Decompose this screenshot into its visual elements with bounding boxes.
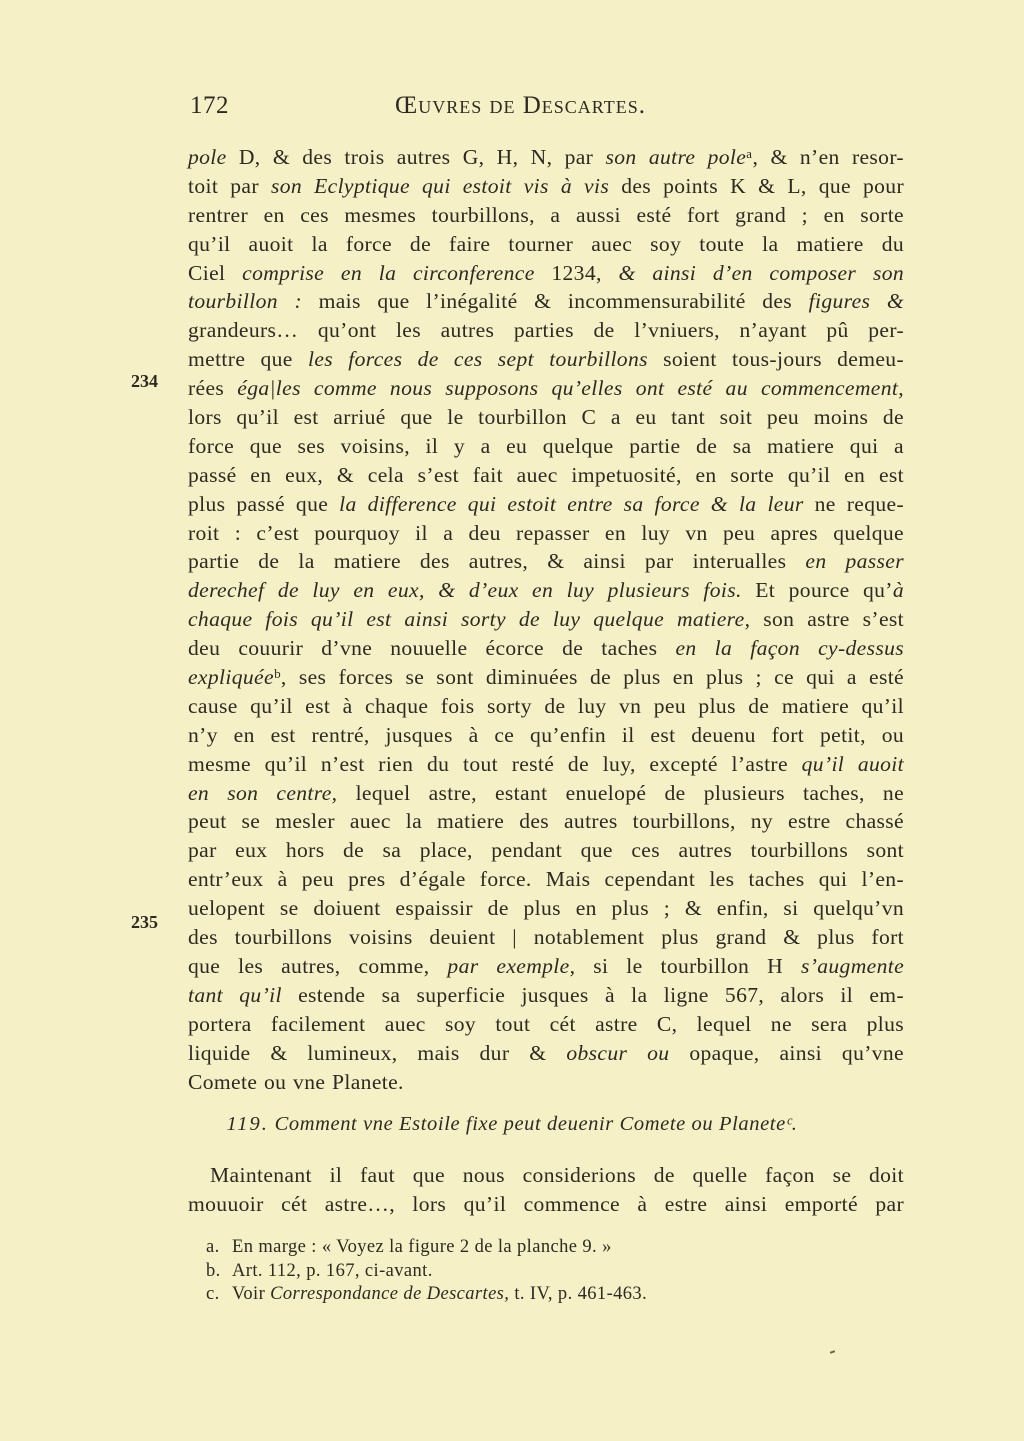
text-run: n’y en est rentré, jusques à ce qu’enfin il est deuenu fort petit, ou	[188, 722, 904, 747]
text-line	[188, 779, 904, 808]
text-line	[188, 836, 904, 865]
footnote-text: En marge : « Voyez la figure 2 de la planche 9. »	[232, 1237, 612, 1257]
italic-run: en la façon cy-dessus	[675, 636, 904, 661]
text-run: par eux hors de sa place, pendant que ces autres tourbillons sont	[188, 838, 904, 863]
text-line	[188, 490, 904, 519]
italic-run: expliquée	[188, 665, 274, 690]
paragraph-line: mouuoir cét astre…, lors qu’il commence à estre ainsi emporté par	[188, 1191, 904, 1216]
text-run: des points K & L, que pour	[609, 173, 904, 198]
text-run: grandeurs… qu’ont les autres parties de l’vniuers, n’ayant pû per-	[188, 318, 904, 343]
text-run: opaque, ainsi qu’vne	[669, 1040, 904, 1065]
text-run: mettre que	[188, 347, 308, 372]
text-run: deu couurir d’vne nouuelle écorce de taches	[188, 636, 676, 661]
italic-run: derechef de luy en eux, & d’eux en luy plusieurs fois.	[188, 578, 742, 603]
text-line	[188, 692, 904, 721]
margin-page-ref: 234	[131, 371, 158, 391]
section-title: Comment vne Estoile fixe peut deuenir Comete ou Planete	[274, 1113, 786, 1135]
text-line	[188, 923, 904, 952]
italic-run: par exemple,	[447, 953, 576, 978]
text-run: estende sa superficie jusques à la ligne 567, alors il em-	[281, 982, 904, 1007]
margin-page-ref: 235	[131, 912, 158, 932]
footnote-label: b.	[206, 1260, 221, 1281]
section-note-ref: ᶜ.	[785, 1113, 798, 1135]
italic-run: & ainsi d’en composer son	[618, 260, 904, 285]
text-run: lequel astre, estant enuelopé de plusieurs taches, ne	[337, 780, 904, 805]
text-run: plus passé que	[188, 491, 340, 516]
italic-run: pole	[188, 145, 227, 169]
italic-run: qu’il auoit	[801, 751, 905, 776]
text-run: que les autres, comme,	[188, 953, 448, 978]
italic-run: tant qu’il	[188, 982, 282, 1007]
footnote-text: t. IV, p. 461-463.	[509, 1284, 648, 1304]
text-line	[188, 403, 904, 432]
text-run: mesme qu’il n’est rien du tout resté de luy, excepté l’astre	[188, 751, 802, 776]
text-run: lors qu’il est arriué que le tourbillon C a eu tant soit peu moins de	[188, 405, 904, 430]
text-line	[188, 952, 904, 981]
text-line	[188, 750, 904, 779]
text-run: 1234,	[534, 260, 619, 285]
text-line	[188, 316, 904, 345]
italic-run: obscur ou	[566, 1040, 670, 1065]
running-title: Œuvres de Descartes.	[395, 92, 646, 119]
text-line	[188, 721, 904, 750]
section-heading	[0, 1113, 1024, 1136]
text-run: roit : c’est pourquoy il a deu repasser en luy vn peu apres quelque	[188, 520, 904, 545]
text-line	[188, 1068, 904, 1097]
text-run: portera facilement auec soy tout cét astre C, lequel ne sera plus	[188, 1011, 904, 1036]
text-line	[188, 865, 904, 894]
text-run: liquide & lumineux, mais dur &	[188, 1040, 567, 1065]
text-line	[188, 634, 904, 663]
text-line	[188, 345, 904, 374]
text-line	[188, 143, 904, 172]
footnote-text: Art. 112, p. 167, ci-avant.	[232, 1260, 433, 1281]
italic-run: à	[892, 578, 905, 603]
text-line	[188, 519, 904, 548]
text-run: partie de la matiere des autres, & ainsi par interualles	[188, 549, 806, 574]
text-line	[188, 172, 904, 201]
italic-run: son autre pole	[605, 145, 747, 169]
text-run: passé en eux, & cela s’est fait auec impetuosité, en sorte qu’il en est	[188, 462, 904, 487]
text-run: rées	[188, 376, 238, 401]
text-run: entr’eux à peu pres d’égale force. Mais cependant les taches qui l’en-	[188, 867, 904, 892]
paper-speck	[830, 1350, 835, 1354]
text-run: son astre s’est	[750, 607, 904, 632]
text-line	[188, 461, 904, 490]
footnote-text: Correspondance de Descartes,	[270, 1284, 510, 1304]
text-run: ne reque-	[803, 491, 904, 516]
italic-run: la difference qui estoit entre sa force & la leur	[339, 491, 804, 516]
text-line	[188, 374, 904, 403]
text-run: qu’il auoit la force de faire tourner auec soy toute la matiere du	[188, 231, 904, 256]
italic-run: son Eclyptique qui estoit vis à vis	[270, 173, 610, 198]
text-run: Comete ou vne Planete.	[188, 1069, 404, 1094]
text-run: force que ses voisins, il y a eu quelque partie de sa matiere qui a	[188, 433, 904, 458]
italic-run: tourbillon :	[188, 289, 303, 314]
text-run: cause qu’il est à chaque fois sorty de luy vn peu plus de matiere qu’il	[188, 693, 904, 718]
text-run: Et pource qu’	[741, 578, 893, 603]
text-line	[188, 432, 904, 461]
text-run: Ciel	[188, 260, 243, 285]
text-run: si le tourbillon H	[575, 953, 801, 978]
paragraph-line: Maintenant il faut que nous considerions de quelle façon se doit	[210, 1163, 904, 1187]
text-line	[188, 807, 904, 836]
footnote	[206, 1283, 906, 1307]
text-line	[188, 547, 904, 576]
text-line	[188, 605, 904, 634]
text-line	[188, 894, 904, 923]
italic-run: figures &	[808, 289, 904, 314]
text-line	[188, 663, 904, 692]
footnote-label: a.	[206, 1237, 220, 1257]
italic-run: en son centre,	[188, 780, 338, 805]
text-run: toit par	[188, 173, 271, 198]
italic-run: comprise en la circonference	[242, 260, 535, 285]
text-line	[188, 230, 904, 259]
text-line	[188, 259, 904, 288]
page-number: 172	[190, 92, 229, 119]
footnote-text: Voir	[232, 1284, 271, 1304]
italic-run: chaque fois qu’il est ainsi sorty de luy quelque matiere,	[188, 607, 751, 632]
footnote	[206, 1260, 906, 1284]
text-run: rentrer en ces mesmes tourbillons, a aussi esté fort grand ; en sorte	[188, 202, 904, 227]
text-run: mais que l’inégalité & incommensurabilité des	[302, 289, 809, 314]
text-run: ᵇ, ses forces se sont diminuées de plus en plus ; ce qui a esté	[273, 665, 904, 690]
italic-run: en passer	[805, 549, 904, 574]
text-run: uelopent se doiuent espaissir de plus en plus ; & enfin, si quelqu’vn	[188, 896, 904, 921]
section-number: 119.	[226, 1113, 269, 1135]
text-line	[188, 1039, 904, 1068]
text-run: des tourbillons voisins deuient | notablement plus grand & plus fort	[188, 925, 904, 950]
text-line	[188, 201, 904, 230]
text-run: peut se mesler auec la matiere des autres tourbillons, ny estre chassé	[188, 809, 904, 834]
italic-run: éga|les comme nous supposons qu’elles ont esté au commencement,	[237, 376, 904, 401]
italic-run: s’augmente	[800, 953, 904, 978]
text-line	[188, 1010, 904, 1039]
footnotes	[206, 1236, 906, 1307]
italic-run: les forces de ces sept tourbillons	[307, 347, 648, 372]
continuation-paragraph	[188, 1161, 904, 1219]
main-text-block	[188, 143, 904, 1096]
text-run: soient tous-jours demeu-	[647, 347, 905, 372]
text-run: D, & des trois autres G, H, N, par	[226, 145, 606, 169]
footnote	[206, 1236, 906, 1260]
text-run: ᵃ, & n’en resor-	[746, 145, 904, 169]
text-line	[188, 287, 904, 316]
text-line	[188, 981, 904, 1010]
text-line	[188, 576, 904, 605]
footnote-label: c.	[206, 1284, 220, 1304]
